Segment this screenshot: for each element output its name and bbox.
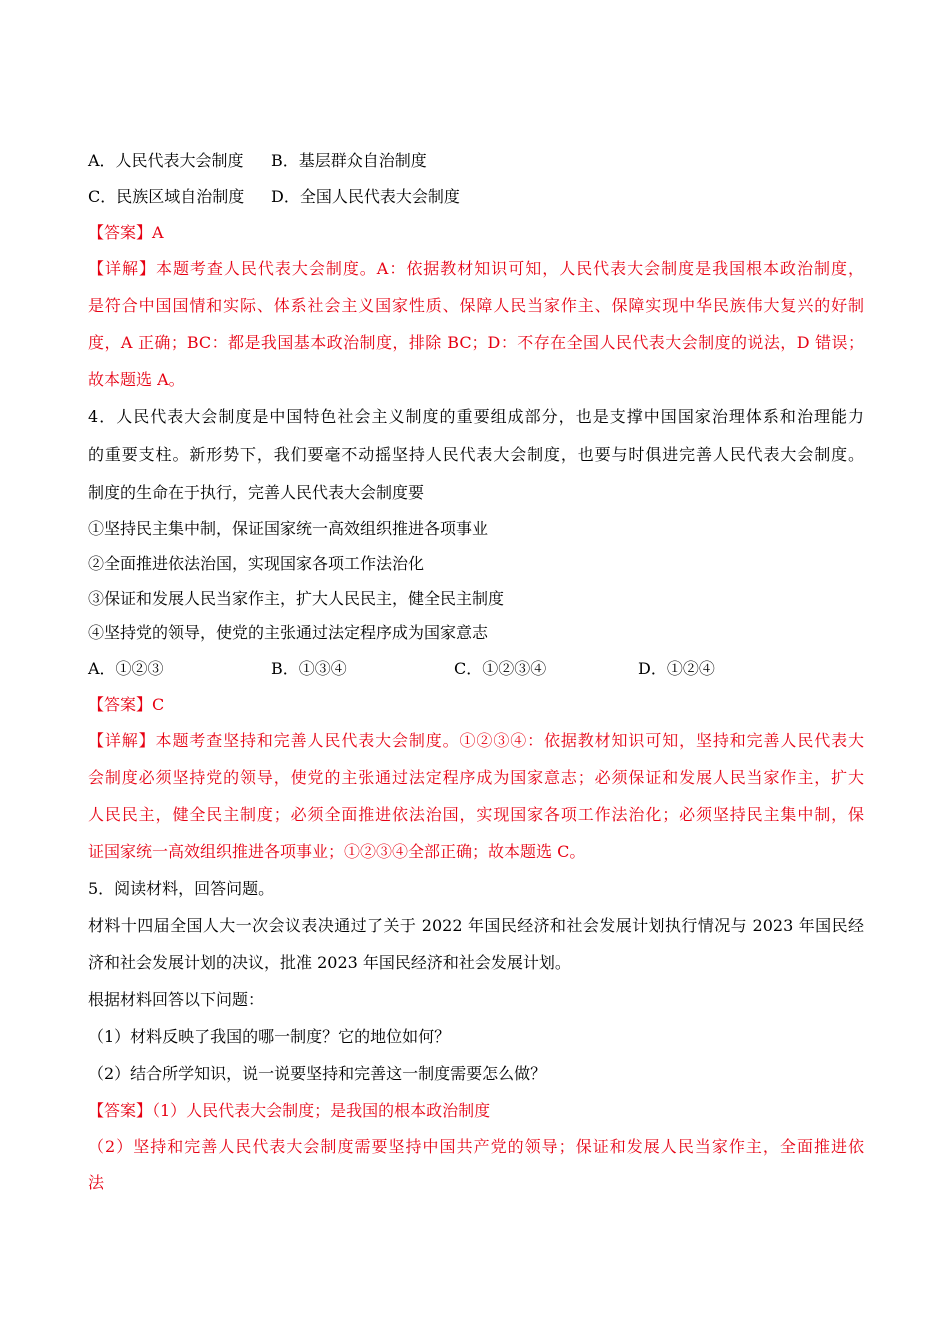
q4-item: ④坚持党的领导，使党的主张通过法定程序成为国家意志	[88, 623, 489, 642]
q5-answer-2-line: 法	[88, 1173, 105, 1192]
q4-stem-line: 制度的生命在于执行，完善人民代表大会制度要	[88, 483, 425, 502]
q5-stem: 5．阅读材料，回答问题。	[88, 879, 275, 898]
q5-sub-question-1: （1）材料反映了我国的哪一制度？它的地位如何？	[88, 1027, 451, 1046]
q5-material-line: 材料十四届全国人大一次会议表决通过了关于 2022 年国民经济和社会发展计划执行情况与 2023 年国民经	[88, 916, 864, 935]
q3-option-a: A．人民代表大会制度	[88, 151, 244, 170]
q3-option-d: D．全国人民代表大会制度	[271, 187, 460, 206]
q5-prompt: 根据材料回答以下问题：	[88, 990, 265, 1009]
q4-item: ③保证和发展人民当家作主，扩大人民民主，健全民主制度	[88, 589, 505, 608]
q3-option-c: C．民族区域自治制度	[88, 187, 245, 206]
q4-explanation-line: 【详解】本题考查坚持和完善人民代表大会制度。①②③④：依据教材知识可知，坚持和完善人民代表大	[88, 731, 864, 750]
q3-explanation-line: 【详解】本题考查人民代表大会制度。A：依据教材知识可知，人民代表大会制度是我国根本政治制度，	[88, 259, 864, 278]
q4-stem-line: 4．人民代表大会制度是中国特色社会主义制度的重要组成部分，也是支撑中国国家治理体系和治理能力	[88, 407, 864, 426]
q3-explanation-line: 度，A 正确；BC：都是我国基本政治制度，排除 BC；D：不存在全国人民代表大会制度的说法，D 错误；	[88, 333, 864, 352]
q3-explanation-line: 是符合中国国情和实际、体系社会主义国家性质、保障人民当家作主、保障实现中华民族伟大复兴的好制	[88, 296, 864, 315]
q5-answer-1: 【答案】（1）人民代表大会制度；是我国的根本政治制度	[88, 1101, 491, 1120]
q4-option-c: C．①②③④	[454, 659, 547, 678]
q4-explanation-line: 人民民主，健全民主制度；必须全面推进依法治国，实现国家各项工作法治化；必须坚持民主集中制，保	[88, 805, 864, 824]
q4-item: ①坚持民主集中制，保证国家统一高效组织推进各项事业	[88, 519, 489, 538]
q4-option-a: A．①②③	[88, 659, 164, 678]
q4-explanation-line: 会制度必须坚持党的领导，使党的主张通过法定程序成为国家意志；必须保证和发展人民当家作主，扩大	[88, 768, 864, 787]
q5-material-line: 济和社会发展计划的决议，批准 2023 年国民经济和社会发展计划。	[88, 953, 571, 972]
q5-answer-2-line: （2）坚持和完善人民代表大会制度需要坚持中国共产党的领导；保证和发展人民当家作主，全面推进依	[88, 1137, 864, 1156]
q3-answer: 【答案】A	[88, 223, 164, 242]
q5-sub-question-2: （2）结合所学知识，说一说要坚持和完善这一制度需要怎么做？	[88, 1064, 547, 1083]
q3-option-b: B．基层群众自治制度	[271, 151, 427, 170]
q4-stem-line: 的重要支柱。新形势下，我们要毫不动摇坚持人民代表大会制度，也要与时俱进完善人民代表大会制度。	[88, 445, 864, 464]
q4-item: ②全面推进依法治国，实现国家各项工作法治化	[88, 554, 425, 573]
q4-option-d: D．①②④	[638, 659, 715, 678]
q3-explanation-line: 故本题选 A。	[88, 370, 185, 389]
q4-explanation-line: 证国家统一高效组织推进各项事业；①②③④全部正确；故本题选 C。	[88, 842, 586, 861]
q4-option-b: B．①③④	[271, 659, 347, 678]
q4-answer: 【答案】C	[88, 695, 165, 714]
